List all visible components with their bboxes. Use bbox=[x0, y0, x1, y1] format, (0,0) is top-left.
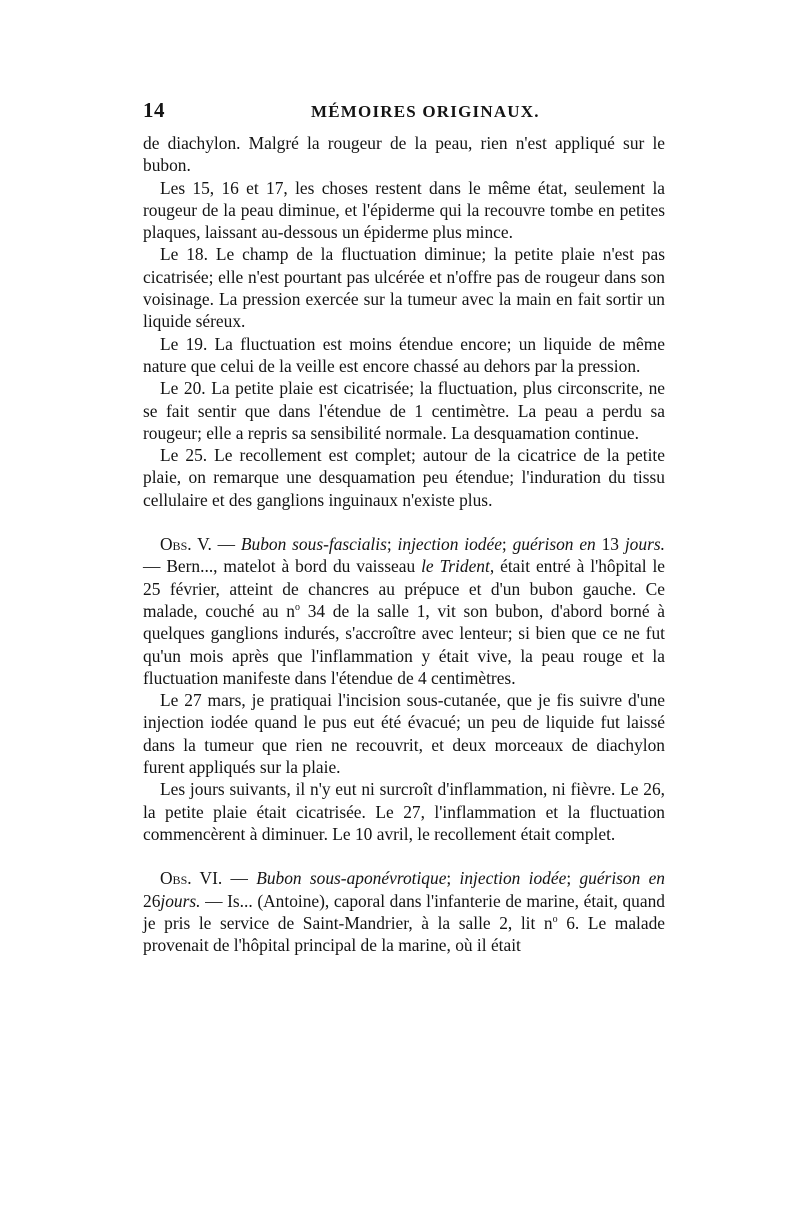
obs-v-label: Obs. V. bbox=[160, 534, 212, 555]
dash: — bbox=[200, 890, 228, 911]
paragraph: Le 19. La fluctuation est moins étendue encore; un liquide de même nature que celui de la veille est encore chassé au dehors par la pression. bbox=[143, 333, 665, 376]
paragraph: Les 15, 16 et 17, les choses restent dans le même état, seulement la rougeur de la peau diminue, et l'épiderme qui la recouvre tombe en petites plaques, laissant au-dessous un épiderme plus mince. bbox=[143, 177, 665, 243]
running-head: MÉMOIRES ORIGINAUX. bbox=[311, 102, 540, 121]
paragraph: de diachylon. Malgré la rougeur de la peau, rien n'est appliqué sur le bubon. bbox=[143, 133, 665, 176]
paragraph: Le 27 mars, je pratiquai l'incision sous-cutanée, que je fis suivre d'une injection iodée quand le pus eut été évacué; un peu de liquide fut laissé dans la tumeur que rien ne recouvrit, et deux morceaux de diachylon furent appliqués sur la plaie. bbox=[143, 690, 665, 778]
obs-v-ship-name: le Trident bbox=[421, 556, 490, 577]
obs-v-jours: jours. bbox=[619, 534, 665, 555]
obs-vi-text: Is... (Antoine), caporal dans l'infanterie de marine, était, quand je pris le service de Saint-Mandrier, à la salle 2, lit n bbox=[143, 890, 665, 933]
paragraph: Les jours suivants, il n'y eut ni surcroît d'inflammation, ni fièvre. Le 26, la petite plaie était cicatrisée. Le 27, l'inflammation et la fluctuation commencèrent à diminuer. Le 10 avril, le recollement était complet. bbox=[143, 779, 665, 844]
obs-v-paragraph bbox=[143, 533, 665, 689]
dash: — bbox=[222, 868, 257, 889]
page-header bbox=[143, 98, 665, 128]
obs-v-title: Bubon sous-fascialis bbox=[240, 534, 387, 555]
obs-v-injection: injection iodée bbox=[397, 534, 502, 555]
body-text bbox=[143, 132, 665, 956]
paragraph: Le 18. Le champ de la fluctuation diminue; la petite plaie n'est pas cicatrisée; elle n'est pourtant pas ulcérée et n'offre pas de rougeur dans son voisinage. La pression exercée sur la tumeur avec la main en fait sortir un liquide séreux. bbox=[143, 244, 665, 332]
section-gap bbox=[143, 511, 665, 533]
superscript: o bbox=[552, 914, 558, 925]
paragraph: Le 25. Le recollement est complet; autour de la cicatrice de la petite plaie, on remarque une desquamation peu étendue; l'induration du tissu cellulaire et des ganglions inguinaux n'existe plus. bbox=[143, 445, 665, 510]
obs-v-days: 13 bbox=[595, 534, 619, 555]
paragraph: Le 20. La petite plaie est cicatrisée; la fluctuation, plus circonscrite, ne se fait sentir que dans l'étendue de 1 centimètre. La peau a perdu sa rougeur; elle a repris sa sensibilité normale. La desquamation continue. bbox=[143, 378, 665, 443]
page-number: 14 bbox=[143, 98, 165, 122]
dash: — bbox=[143, 556, 167, 577]
separator: ; bbox=[446, 868, 460, 889]
obs-v-text: , était entré à l'hôpital le 25 février, atteint de chancres au prépuce et d'un bubon gauche. Ce malade, couché au n bbox=[143, 556, 665, 621]
separator: ; bbox=[386, 534, 398, 555]
obs-v-text: Bern..., matelot à bord du vaisseau bbox=[166, 556, 422, 577]
obs-v-guerison: guérison en bbox=[512, 534, 596, 555]
superscript: o bbox=[295, 602, 300, 614]
dash: — bbox=[211, 534, 241, 555]
obs-vi-jours: jours. bbox=[160, 890, 201, 911]
separator: ; bbox=[566, 868, 580, 889]
obs-vi-injection: injection iodée bbox=[459, 868, 567, 889]
obs-vi-paragraph bbox=[143, 867, 665, 956]
obs-vi-label: Obs. VI. bbox=[160, 868, 223, 889]
section-gap bbox=[143, 845, 665, 867]
obs-vi-text: 6. Le malade provenait de l'hôpital principal de la marine, où il était bbox=[143, 912, 665, 956]
obs-vi-days: 26 bbox=[143, 890, 161, 911]
separator: ; bbox=[501, 534, 513, 555]
obs-vi-title: Bubon sous-aponévrotique bbox=[256, 868, 447, 889]
obs-v-text: 34 de la salle 1, vit son bubon, d'abord borné à quelques ganglions indurés, s'accroître avec lenteur; si bien que ce ne fut qu'un mois après que l'inflammation y était vive, la peau rouge et la fluctuation manifeste dans l'étendue de 4 centimètres. bbox=[143, 600, 666, 688]
obs-vi-guerison: guérison en bbox=[579, 868, 665, 889]
